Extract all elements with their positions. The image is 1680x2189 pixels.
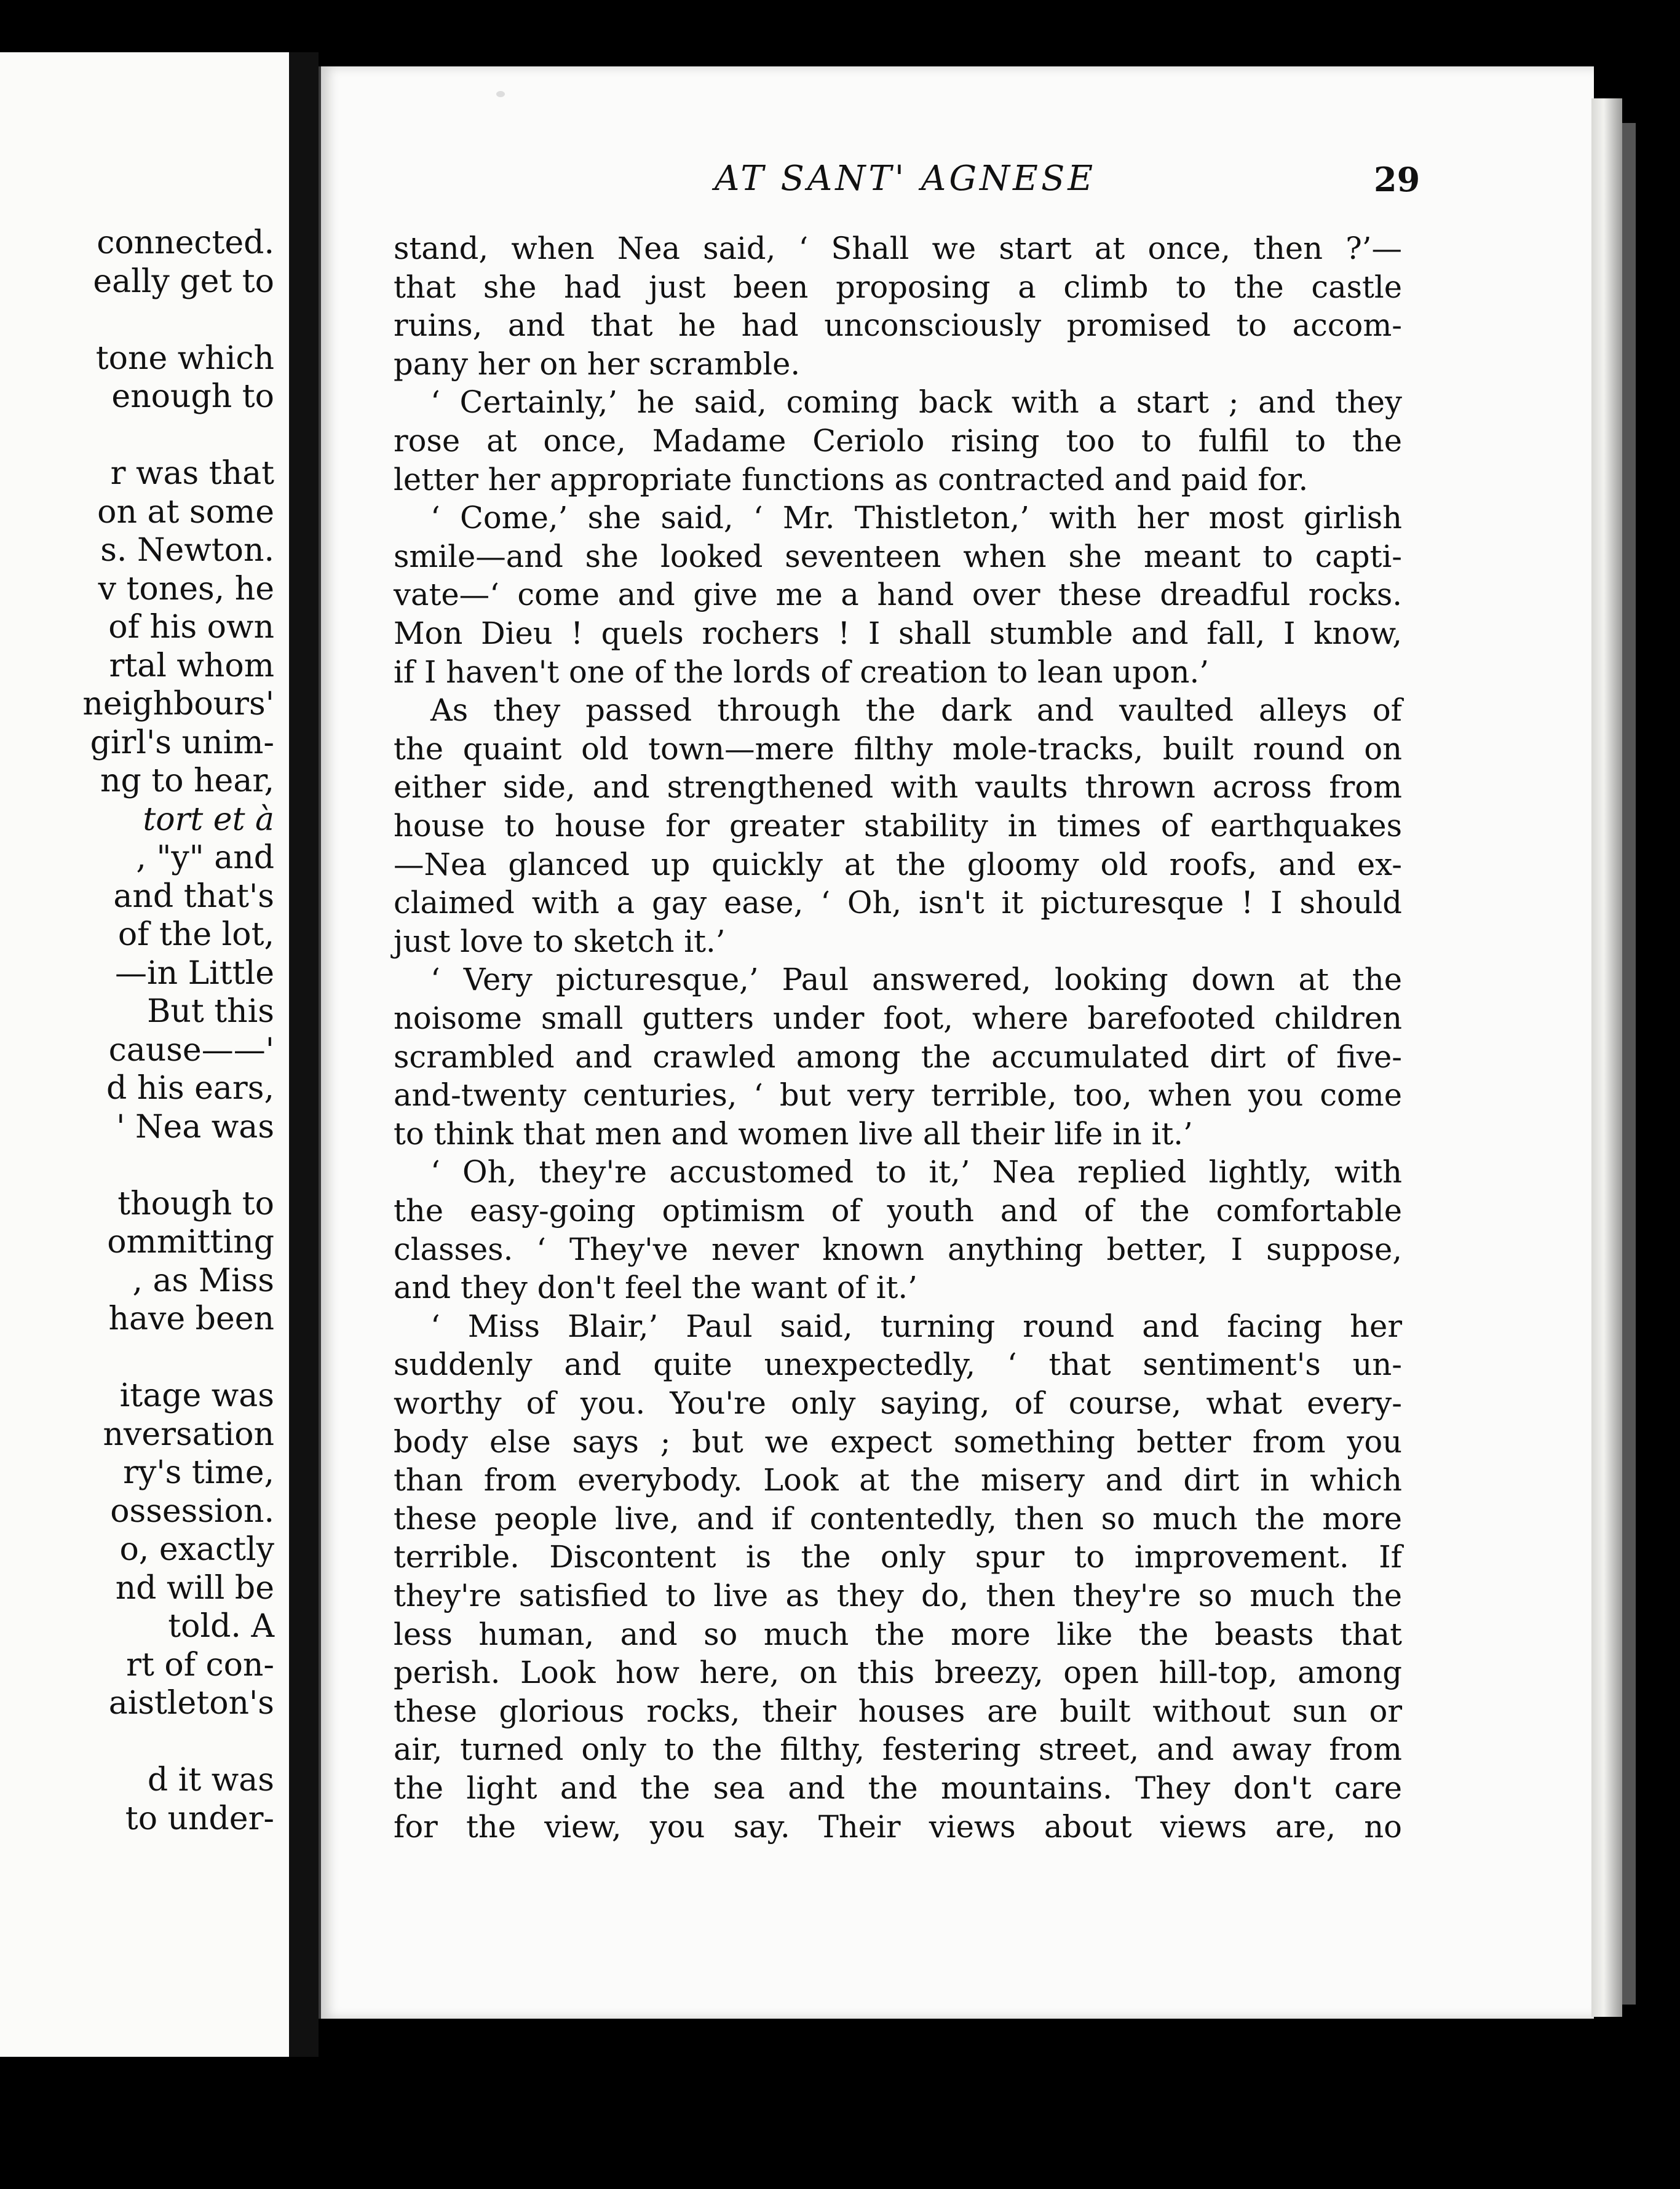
left-page-line: d it was xyxy=(147,1762,274,1799)
left-page-line: eally get to xyxy=(93,263,274,300)
left-page-line: s. Newton. xyxy=(100,532,274,569)
left-page-line: , "y" and xyxy=(136,839,274,876)
left-page-line: ry's time, xyxy=(123,1454,274,1491)
right-page xyxy=(319,66,1594,2019)
left-page-line: ossession. xyxy=(110,1492,274,1530)
left-page-line: nversation xyxy=(103,1415,274,1453)
body-line: noisome small gutters under foot, where barefooted children xyxy=(394,1000,1402,1036)
body-line: and they don't feel the want of it.’ xyxy=(394,1270,917,1306)
left-page-line: told. A xyxy=(168,1608,274,1645)
left-page-line: neighbours' xyxy=(82,686,274,722)
left-page-line: enough to xyxy=(111,378,274,415)
page-edge xyxy=(1591,98,1622,2017)
left-page-line: o, exactly xyxy=(119,1531,274,1568)
left-page-line: v tones, he xyxy=(98,570,274,608)
left-page-line: and that's xyxy=(113,877,274,915)
left-page-line: of his own xyxy=(108,609,274,646)
dust-speck xyxy=(496,91,505,97)
body-line: Mon Dieu ! quels rochers ! I shall stumble and fall, I know, xyxy=(394,616,1402,651)
body-line: smile—and she looked seventeen when she meant to capti- xyxy=(394,538,1402,574)
body-line: ‘ Certainly,’ he said, coming back with a start ; and they xyxy=(430,384,1402,421)
body-line: ‘ Come,’ she said, ‘ Mr. Thistleton,’ with her most girlish xyxy=(430,500,1402,536)
body-line: if I haven't one of the lords of creation to lean upon.’ xyxy=(394,654,1210,690)
left-page-line: rt of con- xyxy=(126,1646,274,1684)
running-head xyxy=(321,159,1594,208)
left-page-line: girl's unim- xyxy=(90,724,274,761)
body-line: ‘ Very picturesque,’ Paul answered, looking down at the xyxy=(430,962,1402,998)
body-line: ruins, and that he had unconsciously promised to accom- xyxy=(394,307,1402,344)
left-page-line: nd will be xyxy=(115,1569,274,1607)
body-line: air, turned only to the filthy, festering street, and away from xyxy=(394,1732,1402,1768)
running-title: AT SANT' AGNESE xyxy=(715,159,1096,199)
body-line: for the view, you say. Their views about views are, no xyxy=(394,1808,1402,1845)
body-line: stand, when Nea said, ‘ Shall we start at once, then ?’— xyxy=(394,231,1402,266)
body-line: that she had just been proposing a climb to the castle xyxy=(394,269,1402,305)
left-page-line: —in Little xyxy=(114,954,274,992)
body-line: pany her on her scramble. xyxy=(394,346,801,382)
left-page-line: d his ears, xyxy=(106,1070,274,1107)
left-page-line: connected. xyxy=(97,224,274,261)
body-line: the light and the sea and the mountains. They don't care xyxy=(394,1770,1402,1806)
left-page-line: though to xyxy=(117,1185,274,1222)
body-line: these glorious rocks, their houses are built without sun or xyxy=(394,1693,1402,1729)
body-line: to think that men and women live all their life in it.’ xyxy=(394,1115,1193,1152)
body-line: letter her appropriate functions as contracted and paid for. xyxy=(394,461,1309,497)
body-line: and-twenty centuries, ‘ but very terrible, too, when you come xyxy=(394,1077,1402,1114)
left-page-line: tone which xyxy=(95,339,274,377)
left-page-line: But this xyxy=(147,993,274,1030)
body-line: As they passed through the dark and vaulted alleys of xyxy=(430,692,1402,729)
body-line: they're satisfied to live as they do, then they're so much the xyxy=(394,1578,1402,1613)
body-line: ‘ Oh, they're accustomed to it,’ Nea replied lightly, with xyxy=(430,1154,1402,1190)
page-edge-shadow xyxy=(1622,123,1636,2005)
body-line: worthy of you. You're only saying, of course, what every- xyxy=(394,1385,1402,1421)
left-page-line: have been xyxy=(108,1300,274,1337)
left-page-line: on at some xyxy=(97,493,274,531)
body-line: classes. ‘ They've never known anything better, I suppose, xyxy=(394,1231,1402,1267)
body-line: rose at once, Madame Ceriolo rising too to fulfil to the xyxy=(394,423,1402,459)
left-page-line: , as Miss xyxy=(132,1262,274,1299)
left-page-line: ommitting xyxy=(107,1224,274,1261)
body-line: less human, and so much the more like the beasts that xyxy=(394,1616,1402,1652)
body-line: scrambled and crawled among the accumulated dirt of five- xyxy=(394,1039,1402,1075)
body-line: either side, and strengthened with vaults thrown across from xyxy=(394,769,1402,806)
body-line: just love to sketch it.’ xyxy=(394,923,726,959)
body-line: —Nea glanced up quickly at the gloomy old roofs, and ex- xyxy=(394,846,1402,882)
body-line: perish. Look how here, on this breezy, open hill-top, among xyxy=(394,1655,1402,1691)
body-line: vate—‘ come and give me a hand over these dreadful rocks. xyxy=(394,577,1402,613)
left-page-line: r was that xyxy=(110,455,274,492)
body-line: the easy-going optimism of youth and of the comfortable xyxy=(394,1193,1402,1229)
body-line: body else says ; but we expect something better from you xyxy=(394,1423,1402,1460)
left-page-line: ng to hear, xyxy=(100,762,274,799)
left-page-line: ' Nea was xyxy=(116,1108,274,1146)
left-page-line: itage was xyxy=(119,1377,274,1414)
left-page-line: cause——' xyxy=(108,1031,274,1069)
left-page-line: of the lot, xyxy=(117,916,274,953)
left-page-line: tort et à xyxy=(143,801,274,838)
body-line: suddenly and quite unexpectedly, ‘ that sentiment's un- xyxy=(394,1347,1402,1383)
body-line: the quaint old town—mere filthy mole-tracks, built round on xyxy=(394,730,1402,767)
left-page-line: to under- xyxy=(125,1800,274,1837)
book-gutter xyxy=(289,52,319,2057)
body-line: than from everybody. Look at the misery and dirt in which xyxy=(394,1462,1402,1498)
left-page xyxy=(0,52,291,2057)
body-line: claimed with a gay ease, ‘ Oh, isn't it picturesque ! I should xyxy=(394,885,1402,921)
body-line: ‘ Miss Blair,’ Paul said, turning round and facing her xyxy=(430,1308,1402,1344)
left-page-line: rtal whom xyxy=(109,647,274,684)
body-line: these people live, and if contentedly, then so much the more xyxy=(394,1500,1402,1537)
page-number: 29 xyxy=(1374,160,1420,199)
left-page-line: aistleton's xyxy=(108,1685,274,1722)
body-line: terrible. Discontent is the only spur to improvement. If xyxy=(394,1539,1402,1575)
body-line: house to house for greater stability in times of earthquakes xyxy=(394,808,1402,844)
